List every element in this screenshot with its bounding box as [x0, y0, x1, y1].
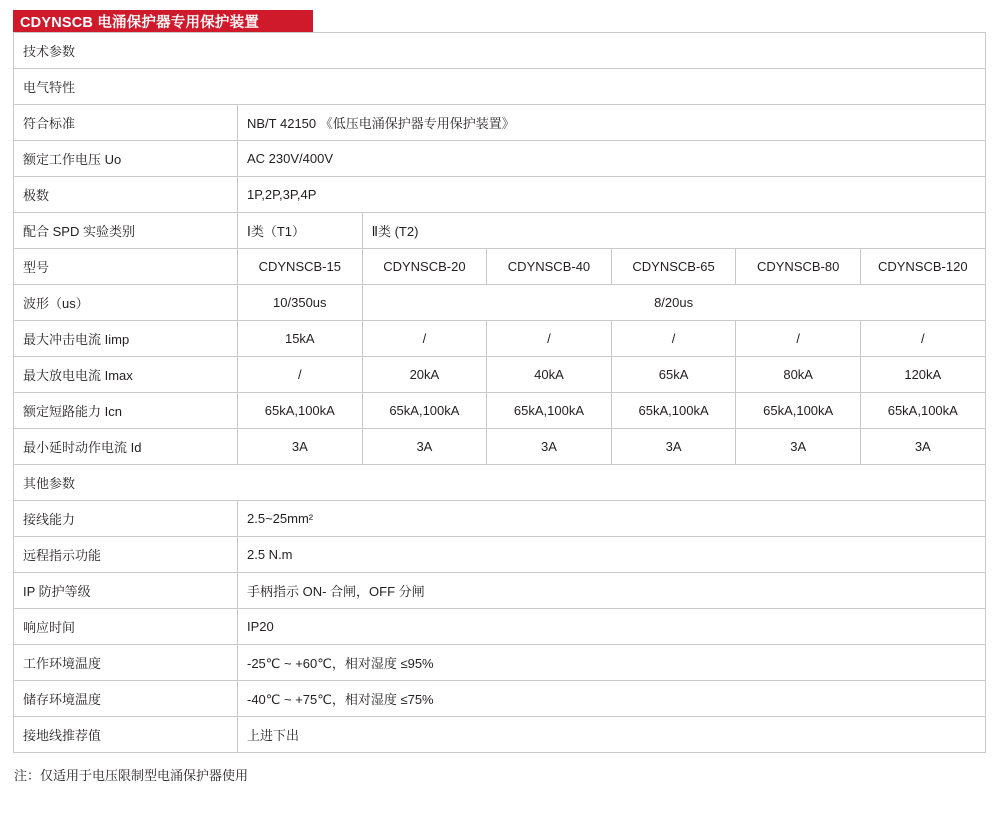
table-row: [14, 105, 986, 141]
row-label: 接线能力: [14, 501, 238, 537]
row-value: 1P,2P,3P,4P: [238, 177, 986, 213]
section-header-row: [14, 465, 986, 501]
subsection-title-electrical: 电气特性: [14, 69, 986, 105]
row-label: 配合 SPD 实验类别: [14, 213, 238, 249]
row-value: AC 230V/400V: [238, 141, 986, 177]
model-header-cell: CDYNSCB-120: [860, 249, 985, 285]
section-header-row: [14, 33, 986, 69]
model-header-cell: CDYNSCB-40: [487, 249, 612, 285]
value-cell: 3A: [611, 429, 736, 465]
table-row-waveform: [14, 285, 986, 321]
value-cell: 65kA,100kA: [611, 393, 736, 429]
model-header-cell: CDYNSCB-65: [611, 249, 736, 285]
value-cell: 3A: [736, 429, 861, 465]
row-label: 最大冲击电流 Iimp: [14, 321, 238, 357]
value-cell: 3A: [860, 429, 985, 465]
row-label: 响应时间: [14, 609, 238, 645]
table-row: [14, 717, 986, 753]
spd-type1-cell: Ⅰ类（T1）: [238, 213, 363, 249]
value-cell: 65kA,100kA: [362, 393, 487, 429]
row-label: IP 防护等级: [14, 573, 238, 609]
table-row: [14, 537, 986, 573]
table-row: [14, 681, 986, 717]
model-header-cell: CDYNSCB-20: [362, 249, 487, 285]
table-row: [14, 321, 986, 357]
row-label: 符合标准: [14, 105, 238, 141]
value-cell: 65kA: [611, 357, 736, 393]
value-cell: /: [736, 321, 861, 357]
table-row: [14, 609, 986, 645]
specification-table: [13, 32, 986, 753]
row-label: 额定短路能力 Icn: [14, 393, 238, 429]
table-row: [14, 501, 986, 537]
value-cell: 65kA,100kA: [487, 393, 612, 429]
spd-type2-cell: Ⅱ类 (T2): [362, 213, 985, 249]
model-header-cell: CDYNSCB-15: [238, 249, 363, 285]
row-label: 工作环境温度: [14, 645, 238, 681]
row-value: 2.5 N.m: [238, 537, 986, 573]
table-row: [14, 357, 986, 393]
value-cell: 65kA,100kA: [238, 393, 363, 429]
row-label: 最大放电电流 Imax: [14, 357, 238, 393]
value-cell: 3A: [362, 429, 487, 465]
spec-sheet-page: [0, 10, 998, 839]
row-value: -25℃ ~ +60℃，相对湿度 ≤95%: [238, 645, 986, 681]
value-cell: 80kA: [736, 357, 861, 393]
value-cell: 65kA,100kA: [736, 393, 861, 429]
footnote: 注：仅适用于电压限制型电涌保护器使用: [14, 768, 249, 783]
row-label: 最小延时动作电流 Id: [14, 429, 238, 465]
waveform-rest-cell: 8/20us: [362, 285, 985, 321]
row-label: 波形（us）: [14, 285, 238, 321]
page-title-bar: [13, 10, 313, 32]
row-label: 型号: [14, 249, 238, 285]
row-value: 手柄指示 ON- 合闸，OFF 分闸: [238, 573, 986, 609]
row-value: 2.5~25mm²: [238, 501, 986, 537]
row-value: IP20: [238, 609, 986, 645]
value-cell: /: [487, 321, 612, 357]
value-cell: /: [860, 321, 985, 357]
row-label: 远程指示功能: [14, 537, 238, 573]
row-label: 储存环境温度: [14, 681, 238, 717]
value-cell: 120kA: [860, 357, 985, 393]
table-row: [14, 573, 986, 609]
page-title: CDYNSCB 电涌保护器专用保护装置: [20, 14, 260, 31]
value-cell: 3A: [238, 429, 363, 465]
row-value: 上进下出: [238, 717, 986, 753]
value-cell: /: [362, 321, 487, 357]
row-value: NB/T 42150 《低压电涌保护器专用保护装置》: [238, 105, 986, 141]
table-row: [14, 141, 986, 177]
row-value: -40℃ ~ +75℃，相对湿度 ≤75%: [238, 681, 986, 717]
subsection-row: [14, 69, 986, 105]
section-title-tech: 技术参数: [14, 33, 986, 69]
row-label: 额定工作电压 Uo: [14, 141, 238, 177]
value-cell: /: [611, 321, 736, 357]
section-title-other: 其他参数: [14, 465, 986, 501]
row-label: 接地线推荐值: [14, 717, 238, 753]
value-cell: 65kA,100kA: [860, 393, 985, 429]
model-header-cell: CDYNSCB-80: [736, 249, 861, 285]
table-row: [14, 645, 986, 681]
table-row: [14, 393, 986, 429]
row-label: 极数: [14, 177, 238, 213]
table-row-models: [14, 249, 986, 285]
table-row-spd-class: [14, 213, 986, 249]
waveform-first-cell: 10/350us: [238, 285, 363, 321]
value-cell: 40kA: [487, 357, 612, 393]
value-cell: /: [238, 357, 363, 393]
table-row: [14, 177, 986, 213]
value-cell: 15kA: [238, 321, 363, 357]
table-row: [14, 429, 986, 465]
value-cell: 3A: [487, 429, 612, 465]
value-cell: 20kA: [362, 357, 487, 393]
